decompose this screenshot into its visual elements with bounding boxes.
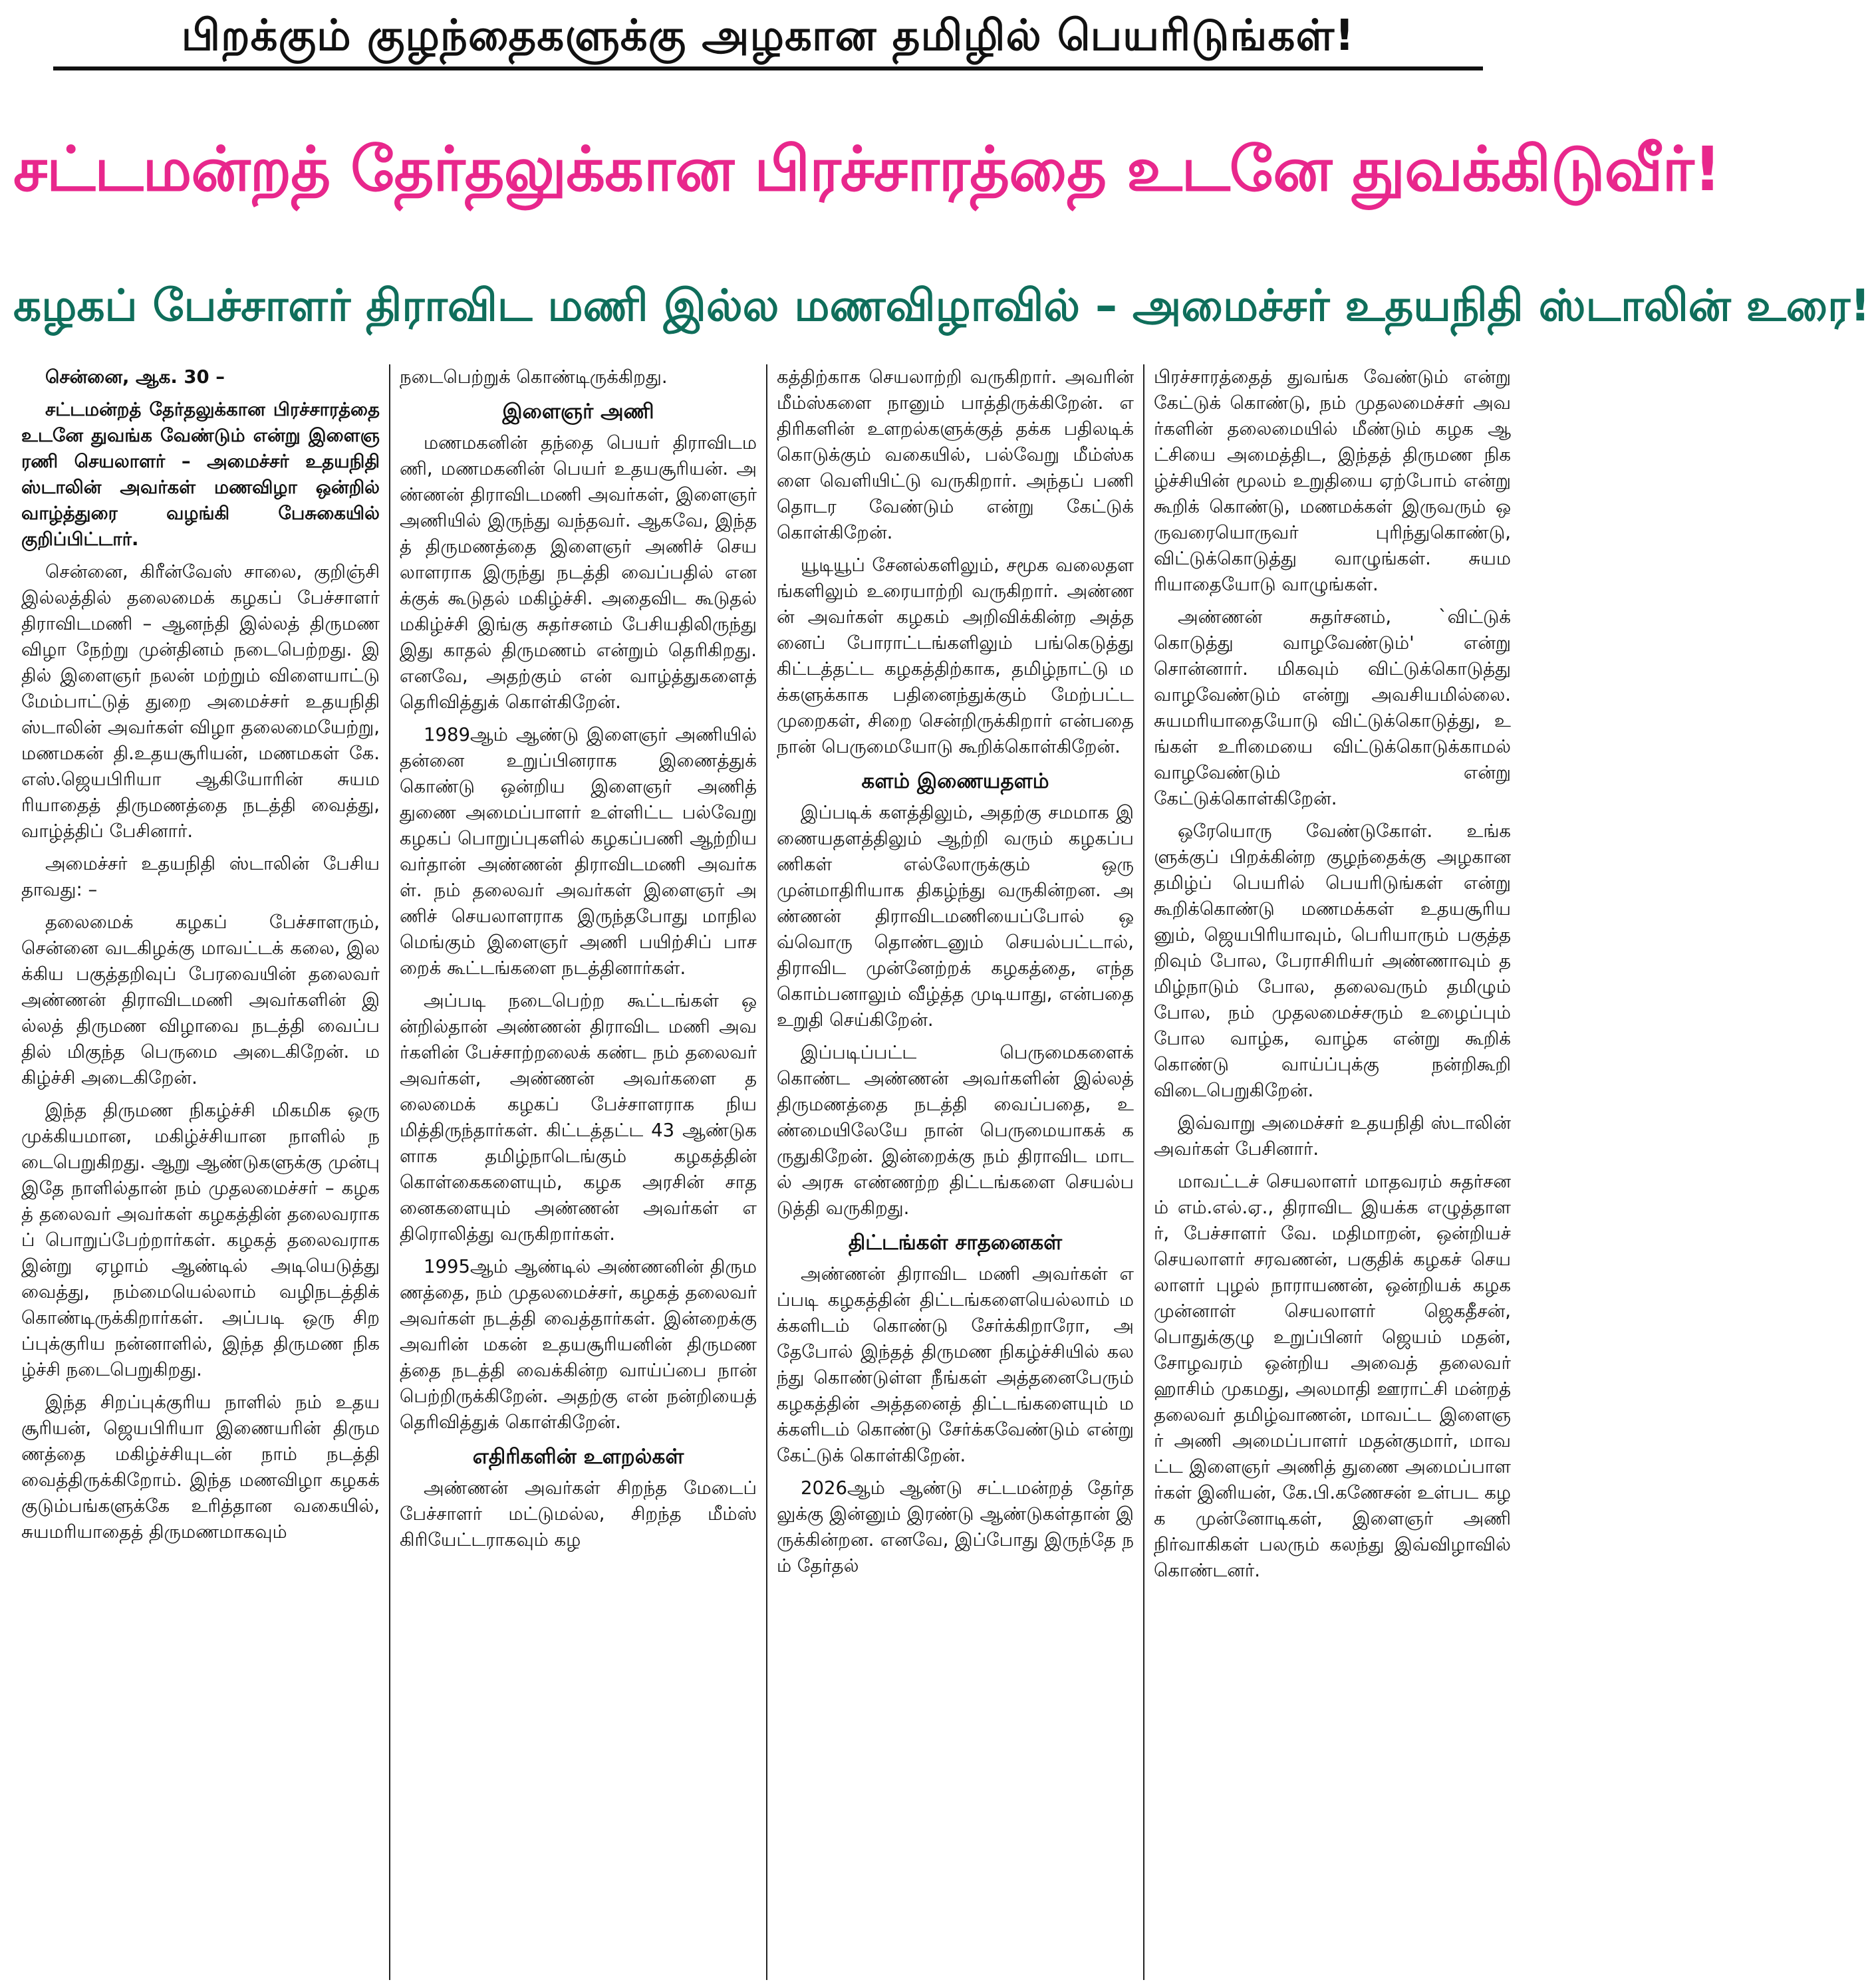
paragraph: அப்படி நடைபெற்ற கூட்டங்கள் ஒன்றில்தான் அண்ணன் திராவிட மணி அவர்களின் பேச்சாற்றலைக் கண்ட நம் தலைவர் அவர்கள், அண்ணன் அவர்களை தலைமைக் கழகப் பேச்சாளராக நியமித்திருந்தார்கள். கிட்டத்தட்ட 43 ஆண்டுகளாக தமிழ்நாடெங்கும் கழகத்தின் கொள்கைகளையும், கழக அரசின் சாதனைகளையும் அண்ணன் அவர்கள் எதிரொலித்து வருகிறார்கள்.: [400, 990, 757, 1245]
top-strip-headline: பிறக்கும் குழந்தைகளுக்கு அழகான தமிழில் பெயரிடுங்கள்!: [181, 11, 1355, 61]
dateline: சென்னை, ஆக. 30 –: [45, 366, 225, 388]
paragraph: அண்ணன் சுதர்சனம், `விட்டுக் கொடுத்து வாழவேண்டும்' என்று சொன்னார். மிகவும் விட்டுக்கொடுத்து வாழவேண்டும் என்று அவசியமில்லை. சுயமரியாதையோடு விட்டுக்கொடுத்து, உங்கள் உரிமையை விட்டுக்கொடுக்காமல் வாழவேண்டும் என்று கேட்டுக்கொள்கிறேன்.: [1154, 606, 1511, 809]
article-columns: [12, 364, 1520, 1980]
paragraph: இவ்வாறு அமைச்சர் உதயநிதி ஸ்டாலின் அவர்கள் பேசினார்.: [1154, 1112, 1511, 1160]
paragraph: இப்படிப்பட்ட பெருமைகளைக் கொண்ட அண்ணன் அவர்களின் இல்லத் திருமணத்தை நடத்தி வைப்பதை, உண்மையிலேயே நான் பெருமையாகக் கருதுகிறேன். இன்றைக்கு நம் திராவிட மாடல் அரசு எண்ணற்ற திட்டங்களை செயல்படுத்தி வருகிறது.: [777, 1042, 1134, 1219]
section-heading: திட்டங்கள் சாதனைகள்: [848, 1231, 1063, 1255]
column-3: [766, 364, 1143, 1980]
paragraph: இப்படிக் களத்திலும், அதற்கு சமமாக இணையதளத்திலும் ஆற்றி வரும் கழகப்பணிகள் எல்லோருக்கும் ஒரு முன்மாதிரியாக திகழ்ந்து வருகின்றன. அண்ணன் திராவிடமணியைப்போல் ஒவ்வொரு தொண்டனும் செயல்பட்டால், திராவிட முன்னேற்றக் கழகத்தை, எந்த கொம்பனாலும் வீழ்த்த முடியாது, என்பதை உறுதி செய்கிறேன்.: [777, 802, 1134, 1031]
paragraph: 2026ஆம் ஆண்டு சட்டமன்றத் தேர்தலுக்கு இன்னும் இரண்டு ஆண்டுகள்தான் இருக்கின்றன. எனவே, இப்போது இருந்தே நம் தேர்தல்: [777, 1477, 1134, 1576]
paragraph: மாவட்டச் செயலாளர் மாதவரம் சுதர்சனம் எம்.எல்.ஏ., திராவிட இயக்க எழுத்தாளர், பேச்சாளர் வே. மதிமாறன், ஒன்றியச் செயலாளர் சரவணன், பகுதிக் கழகச் செயலாளர் புழல் நாராயணன், ஒன்றியக் கழக முன்னாள் செயலாளர் ஜெகதீசன், பொதுக்குழு உறுப்பினர் ஜெயம் மதன், சோழவரம் ஒன்றிய அவைத் தலைவர் ஹாசிம் முகமது, அலமாதி ஊராட்சி மன்றத் தலைவர் தமிழ்வாணன், மாவட்ட இளைஞர் அணி அமைப்பாளர் மதன்குமார், மாவட்ட இளைஞர் அணித் துணை அமைப்பாளர்கள் இனியன், கே.பி.கணேசன் உள்பட கழக முன்னோடிகள், இளைஞர் அணி நிர்வாகிகள் பலரும் கலந்து இவ்விழாவில் கொண்டனர்.: [1154, 1171, 1511, 1581]
paragraph: யூடியூப் சேனல்களிலும், சமூக வலைதளங்களிலும் உரையாற்றி வருகிறார். அண்ணன் அவர்கள் கழகம் அறிவிக்கின்ற அத்தனைப் போராட்டங்களிலும் பங்கெடுத்து கிட்டத்தட்ட கழகத்திற்காக, தமிழ்நாட்டு மக்களுக்காக பதினைந்துக்கும் மேற்பட்ட முறைகள், சிறை சென்றிருக்கிறார் என்பதை நான் பெருமையோடு கூறிக்கொள்கிறேன்.: [777, 555, 1134, 757]
section-heading: களம் இணையதளம்: [861, 769, 1049, 793]
column-2: [389, 364, 766, 1980]
paragraph: கத்திற்காக செயலாற்றி வருகிறார். அவரின் மீம்ஸ்களை நானும் பாத்திருக்கிறேன். எதிரிகளின் உளறல்களுக்குத் தக்க பதிலடிக் கொடுக்கும் வகையில், பல்வேறு மீம்ஸ்களை வெளியிட்டு வருகிறார். அந்தப் பணி தொடர வேண்டும் என்று கேட்டுக் கொள்கிறேன்.: [777, 366, 1134, 543]
paragraph: மணமகனின் தந்தை பெயர் திராவிடமணி, மணமகனின் பெயர் உதயசூரியன். அண்ணன் திராவிடமணி அவர்கள், இளைஞர் அணியில் இருந்து வந்தவர். ஆகவே, இந்தத் திருமணத்தை இளைஞர் அணிச் செயலாளராக இருந்து நடத்தி வைப்பதில் எனக்குக் கூடுதல் மகிழ்ச்சி. அதைவிட கூடுதல் மகிழ்ச்சி இங்கு சுதர்சனம் பேசியதிலிருந்து இது காதல் திருமணம் என்றும் தெரிகிறது. எனவே, அதற்கும் என் வாழ்த்துகளைத் தெரிவித்துக் கொள்கிறேன்.: [400, 432, 757, 713]
paragraph: இந்த திருமண நிகழ்ச்சி மிகமிக ஒரு முக்கியமான, மகிழ்ச்சியான நாளில் நடைபெறுகிறது. ஆறு ஆண்டுகளுக்கு முன்பு இதே நாளில்தான் நம் முதலமைச்சர் – கழகத் தலைவர் அவர்கள் கழகத்தின் தலைவராகப் பொறுப்பேற்றார்கள். கழகத் தலைவராக இன்று ஏழாம் ஆண்டில் அடியெடுத்து வைத்து, நம்மையெல்லாம் வழிநடத்திக் கொண்டிருக்கிறார்கள். அப்படி ஒரு சிறப்புக்குரிய நன்னாளில், இந்த திருமண நிகழ்ச்சி நடைபெறுகிறது.: [21, 1100, 380, 1380]
lead-paragraph: சட்டமன்றத் தேர்தலுக்கான பிரச்சாரத்தை உடனே துவங்க வேண்டும் என்று இளைஞரணி செயலாளர் – அமைச்சர் உதயநிதி ஸ்டாலின் அவர்கள் மணவிழா ஒன்றில் வாழ்த்துரை வழங்கி பேசுகையில் குறிப்பிட்டார்.: [21, 399, 380, 550]
section-heading: இளைஞர் அணி: [502, 400, 654, 424]
paragraph: சென்னை, கிரீன்வேஸ் சாலை, குறிஞ்சி இல்லத்தில் தலைமைக் கழகப் பேச்சாளர் திராவிடமணி – ஆனந்தி இல்லத் திருமண விழா நேற்று முன்தினம் நடைபெற்றது. இதில் இளைஞர் நலன் மற்றும் விளையாட்டு மேம்பாட்டுத் துறை அமைச்சர் உதயநிதி ஸ்டாலின் அவர்கள் விழா தலைமையேற்று, மணமகன் தி.உதயசூரியன், மணமகள் கே.எஸ்.ஜெயபிரியா ஆகியோரின் சுயமரியாதைத் திருமணத்தை நடத்தி வைத்து, வாழ்த்திப் பேசினார்.: [21, 561, 380, 842]
column-1: [12, 364, 389, 1980]
top-divider: [53, 66, 1483, 70]
paragraph: பிரச்சாரத்தைத் துவங்க வேண்டும் என்று கேட்டுக் கொண்டு, நம் முதலமைச்சர் அவர்களின் தலைமையில் மீண்டும் கழக ஆட்சியை அமைத்திட, இந்தத் திருமண நிகழ்ச்சியின் மூலம் உறுதியை ஏற்போம் என்று கூறிக் கொண்டு, மணமக்கள் இருவரும் ஒருவரையொருவர் புரிந்துகொண்டு, விட்டுக்கொடுத்து வாழுங்கள். சுயமரியாதையோடு வாழுங்கள்.: [1154, 366, 1511, 595]
paragraph: தலைமைக் கழகப் பேச்சாளரும், சென்னை வடகிழக்கு மாவட்டக் கலை, இலக்கிய பகுத்தறிவுப் பேரவையின் தலைவர் அண்ணன் திராவிடமணி அவர்களின் இல்லத் திருமண விழாவை நடத்தி வைப்பதில் மிகுந்த பெருமை அடைகிறேன். மகிழ்ச்சி அடைகிறேன்.: [21, 912, 380, 1088]
paragraph: இந்த சிறப்புக்குரிய நாளில் நம் உதயசூரியன், ஜெயபிரியா இணையரின் திருமணத்தை மகிழ்ச்சியுடன் நாம் நடத்தி வைத்திருக்கிறோம். இந்த மணவிழா கழகக் குடும்பங்களுக்கே உரித்தான வகையில், சுயமரியாதைத் திருமணமாகவும்: [21, 1392, 380, 1543]
main-headline: சட்டமன்றத் தேர்தலுக்கான பிரச்சாரத்தை உடனே துவக்கிடுவீர்!: [13, 134, 1721, 205]
paragraph: அமைச்சர் உதயநிதி ஸ்டாலின் பேசியதாவது: –: [21, 853, 380, 900]
paragraph: 1989ஆம் ஆண்டு இளைஞர் அணியில் தன்னை உறுப்பினராக இணைத்துக் கொண்டு ஒன்றிய இளைஞர் அணித் துணை அமைப்பாளர் உள்ளிட்ட பல்வேறு கழகப் பொறுப்புகளில் கழகப்பணி ஆற்றியவர்தான் அண்ணன் திராவிடமணி அவர்கள். நம் தலைவர் அவர்கள் இளைஞர் அணிச் செயலாளராக இருந்தபோது மாநிலமெங்கும் இளைஞர் அணி பயிற்சிப் பாசறைக் கூட்டங்களை நடத்தினார்கள்.: [400, 724, 757, 979]
paragraph: 1995ஆம் ஆண்டில் அண்ணனின் திருமணத்தை, நம் முதலமைச்சர், கழகத் தலைவர் அவர்கள் நடத்தி வைத்தார்கள். இன்றைக்கு அவரின் மகன் உதயசூரியனின் திருமணத்தை நடத்தி வைக்கின்ற வாய்ப்பை நான் பெற்றிருக்கிறேன். அதற்கு என் நன்றியைத் தெரிவித்துக் கொள்கிறேன்.: [400, 1256, 757, 1433]
paragraph: ஒரேயொரு வேண்டுகோள். உங்களுக்குப் பிறக்கின்ற குழந்தைக்கு அழகான தமிழ்ப் பெயரில் பெயரிடுங்கள் என்று கூறிக்கொண்டு மணமக்கள் உதயசூரியனும், ஜெயபிரியாவும், பெரியாரும் பகுத்தறிவும் போல, பேராசிரியர் அண்ணாவும் தமிழ்நாடும் போல, தலைவரும் தமிழும் போல, நம் முதலமைச்சரும் உழைப்பும் போல வாழ்க, வாழ்க என்று கூறிக் கொண்டு வாய்ப்புக்கு நன்றிகூறி விடைபெறுகிறேன்.: [1154, 820, 1511, 1101]
sub-headline: கழகப் பேச்சாளர் திராவிட மணி இல்ல மணவிழாவில் – அமைச்சர் உதயநிதி ஸ்டாலின் உரை!: [13, 280, 1870, 331]
paragraph: அண்ணன் திராவிட மணி அவர்கள் எப்படி கழகத்தின் திட்டங்களையெல்லாம் மக்களிடம் கொண்டு சேர்க்கிறாரோ, அதேபோல் இந்தத் திருமண நிகழ்ச்சியில் கலந்து கொண்டுள்ள நீங்கள் அத்தனைபேரும் கழகத்தின் அத்தனைத் திட்டங்களையும் மக்களிடம் கொண்டு சேர்க்கவேண்டும் என்று கேட்டுக் கொள்கிறேன்.: [777, 1263, 1134, 1466]
paragraph: அண்ணன் அவர்கள் சிறந்த மேடைப் பேச்சாளர் மட்டுமல்ல, சிறந்த மீம்ஸ் கிரியேட்டராகவும் கழ: [400, 1477, 757, 1551]
section-heading: எதிரிகளின் உளறல்கள்: [472, 1445, 684, 1469]
paragraph: நடைபெற்றுக் கொண்டிருக்கிறது.: [400, 366, 668, 388]
column-4: [1143, 364, 1520, 1980]
